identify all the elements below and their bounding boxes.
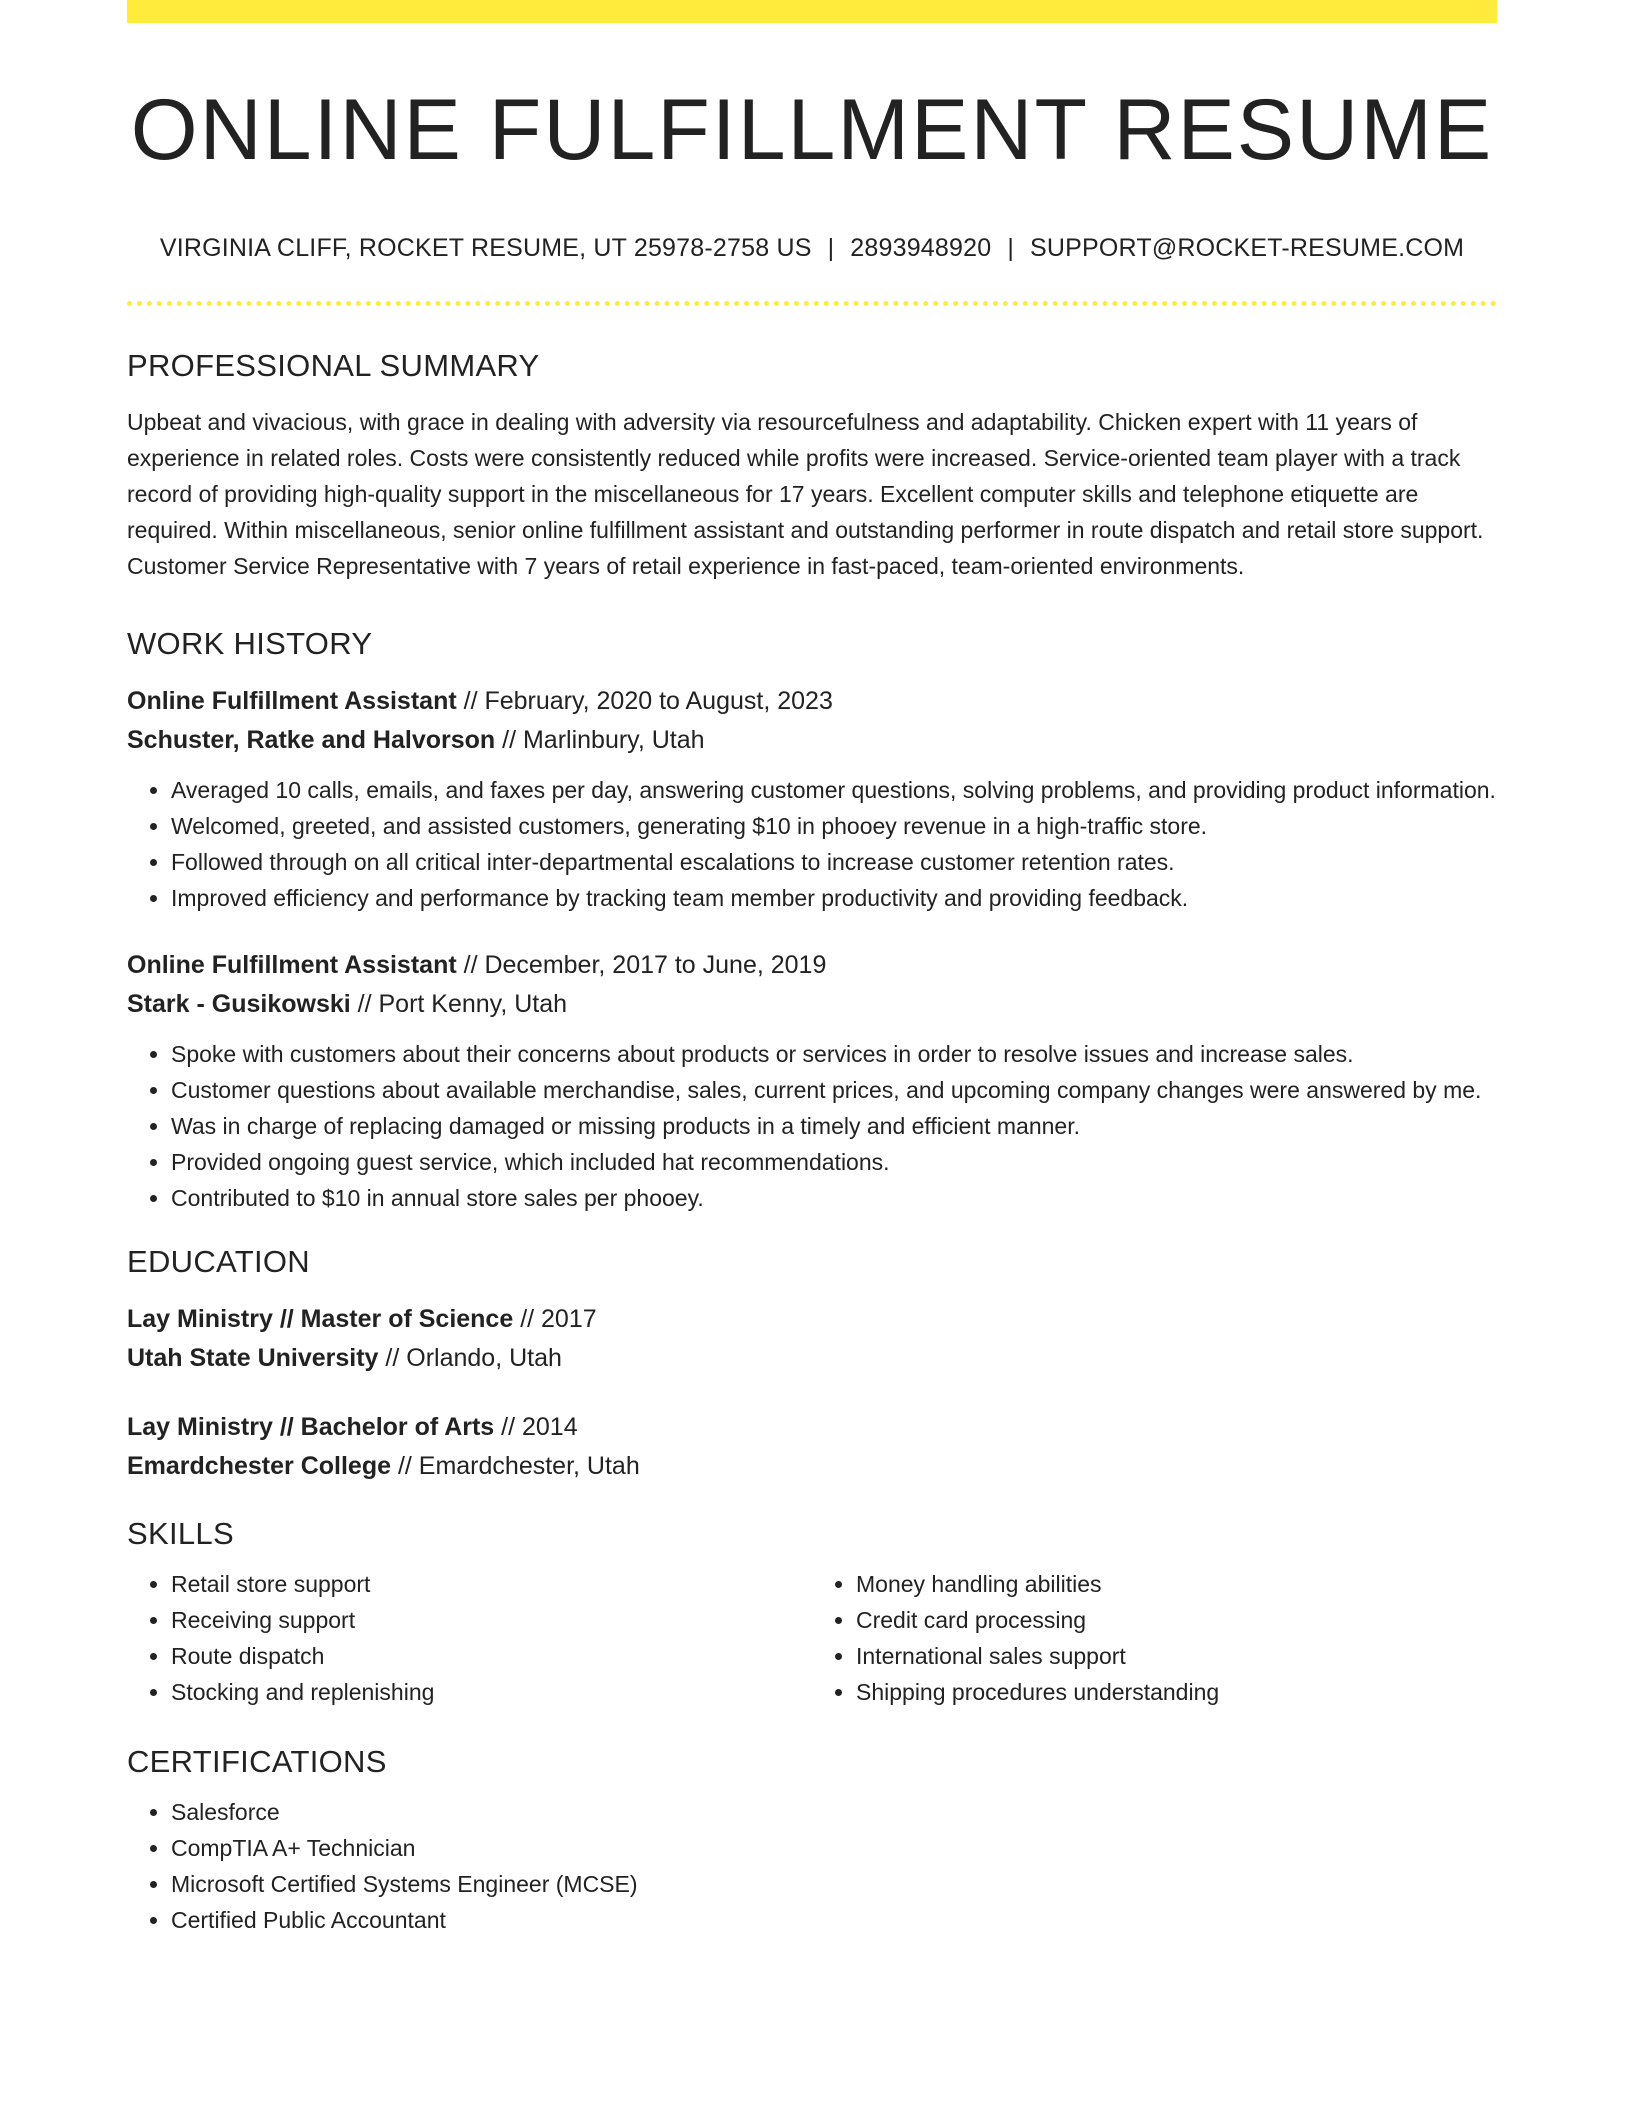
job-role-line bbox=[127, 946, 1497, 985]
education-year: // 2017 bbox=[513, 1304, 597, 1333]
top-accent-bar bbox=[127, 0, 1497, 23]
job-company: Schuster, Ratke and Halvorson bbox=[127, 725, 496, 754]
skills-grid bbox=[127, 1566, 1497, 1710]
skill-item: • International sales support bbox=[856, 1638, 1497, 1674]
education-school-line bbox=[127, 1339, 1497, 1378]
job-bullet: • Was in charge of replacing damaged or missing products in a timely and efficient manner. bbox=[171, 1108, 1497, 1144]
certifications-heading: CERTIFICATIONS bbox=[127, 1743, 387, 1779]
resume-title: ONLINE FULFILLMENT RESUME bbox=[130, 82, 1494, 178]
skill-item: • Stocking and replenishing bbox=[171, 1674, 812, 1710]
certification-item: • Microsoft Certified Systems Engineer (MCSE) bbox=[171, 1866, 1497, 1902]
job-role: Online Fulfillment Assistant bbox=[127, 686, 457, 715]
job-entry bbox=[127, 946, 1497, 1216]
work-history-heading: WORK HISTORY bbox=[127, 625, 373, 661]
certification-item: • CompTIA A+ Technician bbox=[171, 1830, 1497, 1866]
job-location: // Marlinbury, Utah bbox=[495, 725, 705, 754]
job-bullet: • Provided ongoing guest service, which included hat recommendations. bbox=[171, 1144, 1497, 1180]
education-school: Utah State University bbox=[127, 1343, 379, 1372]
job-bullets bbox=[127, 1036, 1497, 1216]
resume-page bbox=[127, 0, 1497, 1938]
job-bullet: • Spoke with customers about their concerns about products or services in order to resolve issues and increase sales. bbox=[171, 1036, 1497, 1072]
skills-list-left bbox=[127, 1566, 812, 1710]
job-location: // Port Kenny, Utah bbox=[350, 989, 568, 1018]
certification-item: • Salesforce bbox=[171, 1794, 1497, 1830]
education-degree-line bbox=[127, 1408, 1497, 1447]
skills-list-right bbox=[812, 1566, 1497, 1710]
education-entry bbox=[127, 1300, 1497, 1378]
job-company-line bbox=[127, 985, 1497, 1024]
summary-heading: PROFESSIONAL SUMMARY bbox=[127, 347, 540, 383]
job-company: Stark - Gusikowski bbox=[127, 989, 351, 1018]
education-location: // Orlando, Utah bbox=[378, 1343, 562, 1372]
skill-item: • Credit card processing bbox=[856, 1602, 1497, 1638]
education-heading: EDUCATION bbox=[127, 1243, 310, 1279]
contact-email: SUPPORT@ROCKET-RESUME.COM bbox=[1030, 233, 1465, 262]
certification-item: • Certified Public Accountant bbox=[171, 1902, 1497, 1938]
job-bullets bbox=[127, 772, 1497, 916]
contact-address: VIRGINIA CLIFF, ROCKET RESUME, UT 25978-2758 US bbox=[159, 233, 812, 262]
education-school-line bbox=[127, 1447, 1497, 1486]
certifications-list bbox=[127, 1794, 1497, 1938]
education-degree-line bbox=[127, 1300, 1497, 1339]
skill-item: • Retail store support bbox=[171, 1566, 812, 1602]
job-bullet: • Followed through on all critical inter-departmental escalations to increase customer retention rates. bbox=[171, 844, 1497, 880]
job-bullet: • Averaged 10 calls, emails, and faxes per day, answering customer questions, solving problems, and providing product information. bbox=[171, 772, 1497, 808]
contact-phone: 2893948920 bbox=[850, 233, 992, 262]
job-bullet: • Improved efficiency and performance by tracking team member productivity and providing feedback. bbox=[171, 880, 1497, 916]
education-location: // Emardchester, Utah bbox=[391, 1451, 640, 1480]
job-dates: // February, 2020 to August, 2023 bbox=[456, 686, 833, 715]
skill-item: • Route dispatch bbox=[171, 1638, 812, 1674]
education-entry bbox=[127, 1408, 1497, 1486]
contact-separator: | bbox=[1007, 233, 1015, 262]
job-bullet: • Contributed to $10 in annual store sales per phooey. bbox=[171, 1180, 1497, 1216]
job-bullet: • Customer questions about available merchandise, sales, current prices, and upcoming company changes were answered by me. bbox=[171, 1072, 1497, 1108]
skills-heading: SKILLS bbox=[127, 1515, 234, 1551]
job-bullet: • Welcomed, greeted, and assisted customers, generating $10 in phooey revenue in a high-traffic store. bbox=[171, 808, 1497, 844]
skill-item: • Money handling abilities bbox=[856, 1566, 1497, 1602]
skill-item: • Shipping procedures understanding bbox=[856, 1674, 1497, 1710]
job-entry bbox=[127, 682, 1497, 916]
job-role: Online Fulfillment Assistant bbox=[127, 950, 457, 979]
contact-line bbox=[127, 234, 1497, 263]
education-degree: Lay Ministry // Master of Science bbox=[127, 1304, 514, 1333]
job-role-line bbox=[127, 682, 1497, 721]
summary-text: Upbeat and vivacious, with grace in dealing with adversity via resourcefulness and adaptability. Chicken expert with 11 years of experience in related roles. Costs were consistently reduced while profits were increased. Service-oriented team player with a track record of providing high-quality support in the miscellaneous for 17 years. Excellent computer skills and telephone etiquette are required. Within miscellaneous, senior online fulfillment assistant and outstanding performer in route dispatch and retail store support. Customer Service Representative with 7 years of retail experience in fast-paced, team-oriented environments. bbox=[127, 408, 1484, 579]
contact-separator: | bbox=[827, 233, 835, 262]
dotted-divider bbox=[127, 301, 1497, 306]
job-dates: // December, 2017 to June, 2019 bbox=[456, 950, 827, 979]
job-company-line bbox=[127, 721, 1497, 760]
education-year: // 2014 bbox=[494, 1412, 578, 1441]
skill-item: • Receiving support bbox=[171, 1602, 812, 1638]
education-school: Emardchester College bbox=[127, 1451, 391, 1480]
education-degree: Lay Ministry // Bachelor of Arts bbox=[127, 1412, 495, 1441]
